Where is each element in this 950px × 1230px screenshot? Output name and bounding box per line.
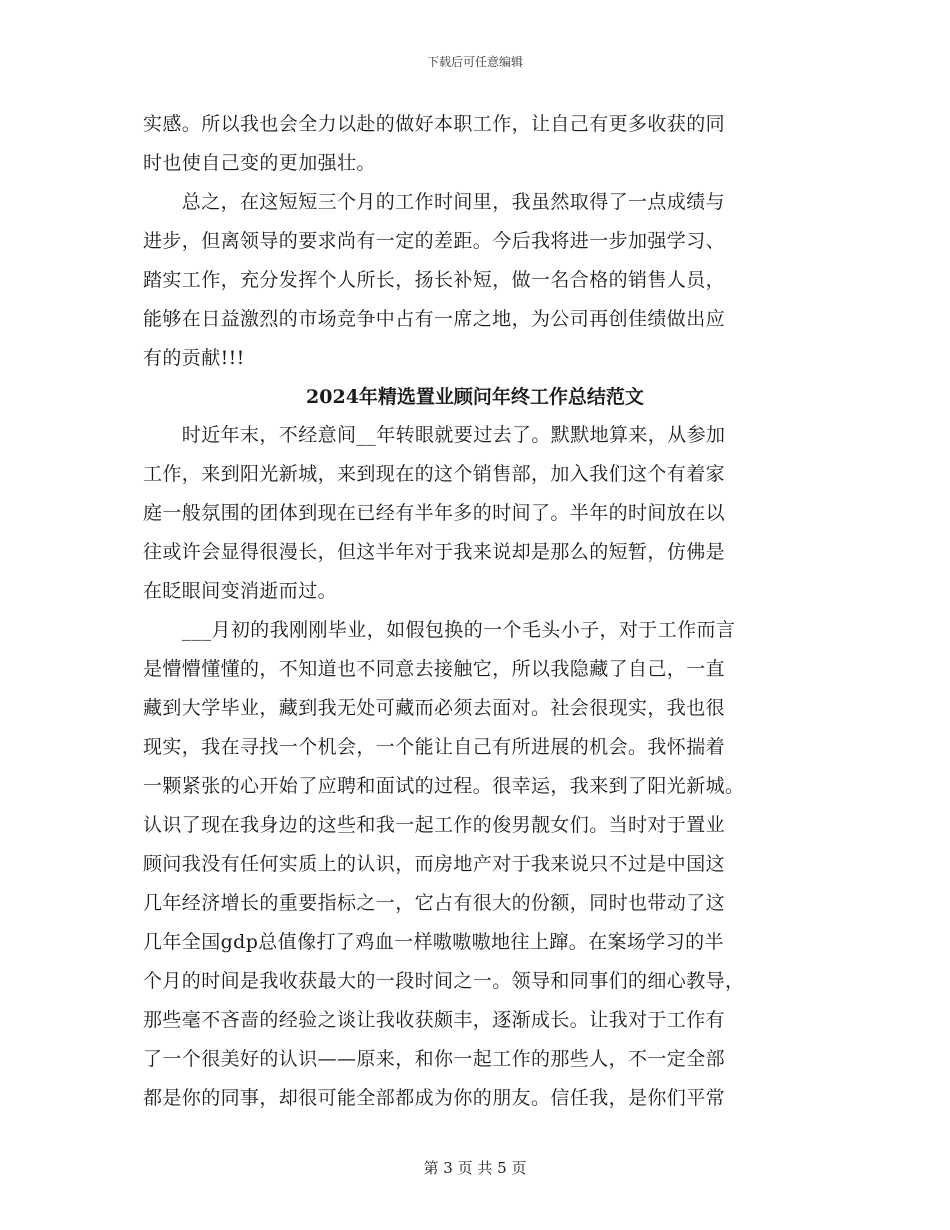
page-header: 下载后可任意编辑 bbox=[426, 55, 523, 69]
body-line: 工作，来到阳光新城，来到现在的这个销售部，加入我们这个有着家 bbox=[143, 463, 726, 485]
body-line: 在眨眼间变消逝而过。 bbox=[143, 580, 338, 602]
document-body bbox=[143, 105, 807, 1118]
section-title: 2024年精选置业顾问年终工作总结范文 bbox=[306, 386, 644, 408]
body-line: 总之，在这短短三个月的工作时间里，我虽然取得了一点成绩与 bbox=[143, 191, 726, 213]
body-line: ___月初的我刚刚毕业，如假包换的一个毛头小子，对于工作而言 bbox=[143, 619, 736, 641]
body-line: 踏实工作，充分发挥个人所长，扬长补短，做一名合格的销售人员， bbox=[143, 269, 726, 291]
body-line: 庭一般氛围的团体到现在已经有半年多的时间了。半年的时间放在以 bbox=[143, 502, 726, 524]
body-line: 都是你的同事，却很可能全部都成为你的朋友。信任我，是你们平常 bbox=[143, 1087, 726, 1109]
body-line: 有的贡献!!! bbox=[143, 347, 245, 369]
body-line: 进步，但离领导的要求尚有一定的差距。今后我将进一步加强学习、 bbox=[143, 230, 726, 252]
body-line: 顾问我没有任何实质上的认识，而房地产对于我来说只不过是中国这 bbox=[143, 853, 726, 875]
body-line: 是懵懵懂懂的，不知道也不同意去接触它，所以我隐藏了自己，一直 bbox=[143, 658, 726, 680]
body-line: 了一个很美好的认识——原来，和你一起工作的那些人，不一定全部 bbox=[143, 1048, 726, 1070]
body-line: 实感。所以我也会全力以赴的做好本职工作，让自己有更多收获的同 bbox=[143, 113, 726, 135]
body-line: 一颗紧张的心开始了应聘和面试的过程。很幸运，我来到了阳光新城。 bbox=[143, 775, 745, 797]
body-line: 能够在日益激烈的市场竞争中占有一席之地，为公司再创佳绩做出应 bbox=[143, 308, 726, 330]
body-line: 藏到大学毕业，藏到我无处可藏而必须去面对。社会很现实，我也很 bbox=[143, 697, 726, 719]
body-line: 认识了现在我身边的这些和我一起工作的俊男靓女们。当时对于置业 bbox=[143, 814, 726, 836]
page-footer: 第 3 页 共 5 页 bbox=[423, 1159, 527, 1177]
body-line: 个月的时间是我收获最大的一段时间之一。领导和同事们的细心教导， bbox=[143, 970, 745, 992]
body-line: 往或许会显得很漫长，但这半年对于我来说却是那么的短暂，仿佛是 bbox=[143, 541, 726, 563]
body-line: 几年经济增长的重要指标之一，它占有很大的份额，同时也带动了这 bbox=[143, 892, 726, 914]
body-line: 时也使自己变的更加强壮。 bbox=[143, 152, 376, 174]
body-line: 现实，我在寻找一个机会，一个能让自己有所进展的机会。我怀揣着 bbox=[143, 736, 726, 758]
body-line: 那些毫不吝啬的经验之谈让我收获颇丰，逐渐成长。让我对于工作有 bbox=[143, 1009, 726, 1031]
body-line: 时近年末，不经意间__年转眼就要过去了。默默地算来，从参加 bbox=[143, 424, 726, 446]
body-line: 几年全国gdp总值像打了鸡血一样嗷嗷嗷地往上蹿。在案场学习的半 bbox=[143, 931, 724, 953]
